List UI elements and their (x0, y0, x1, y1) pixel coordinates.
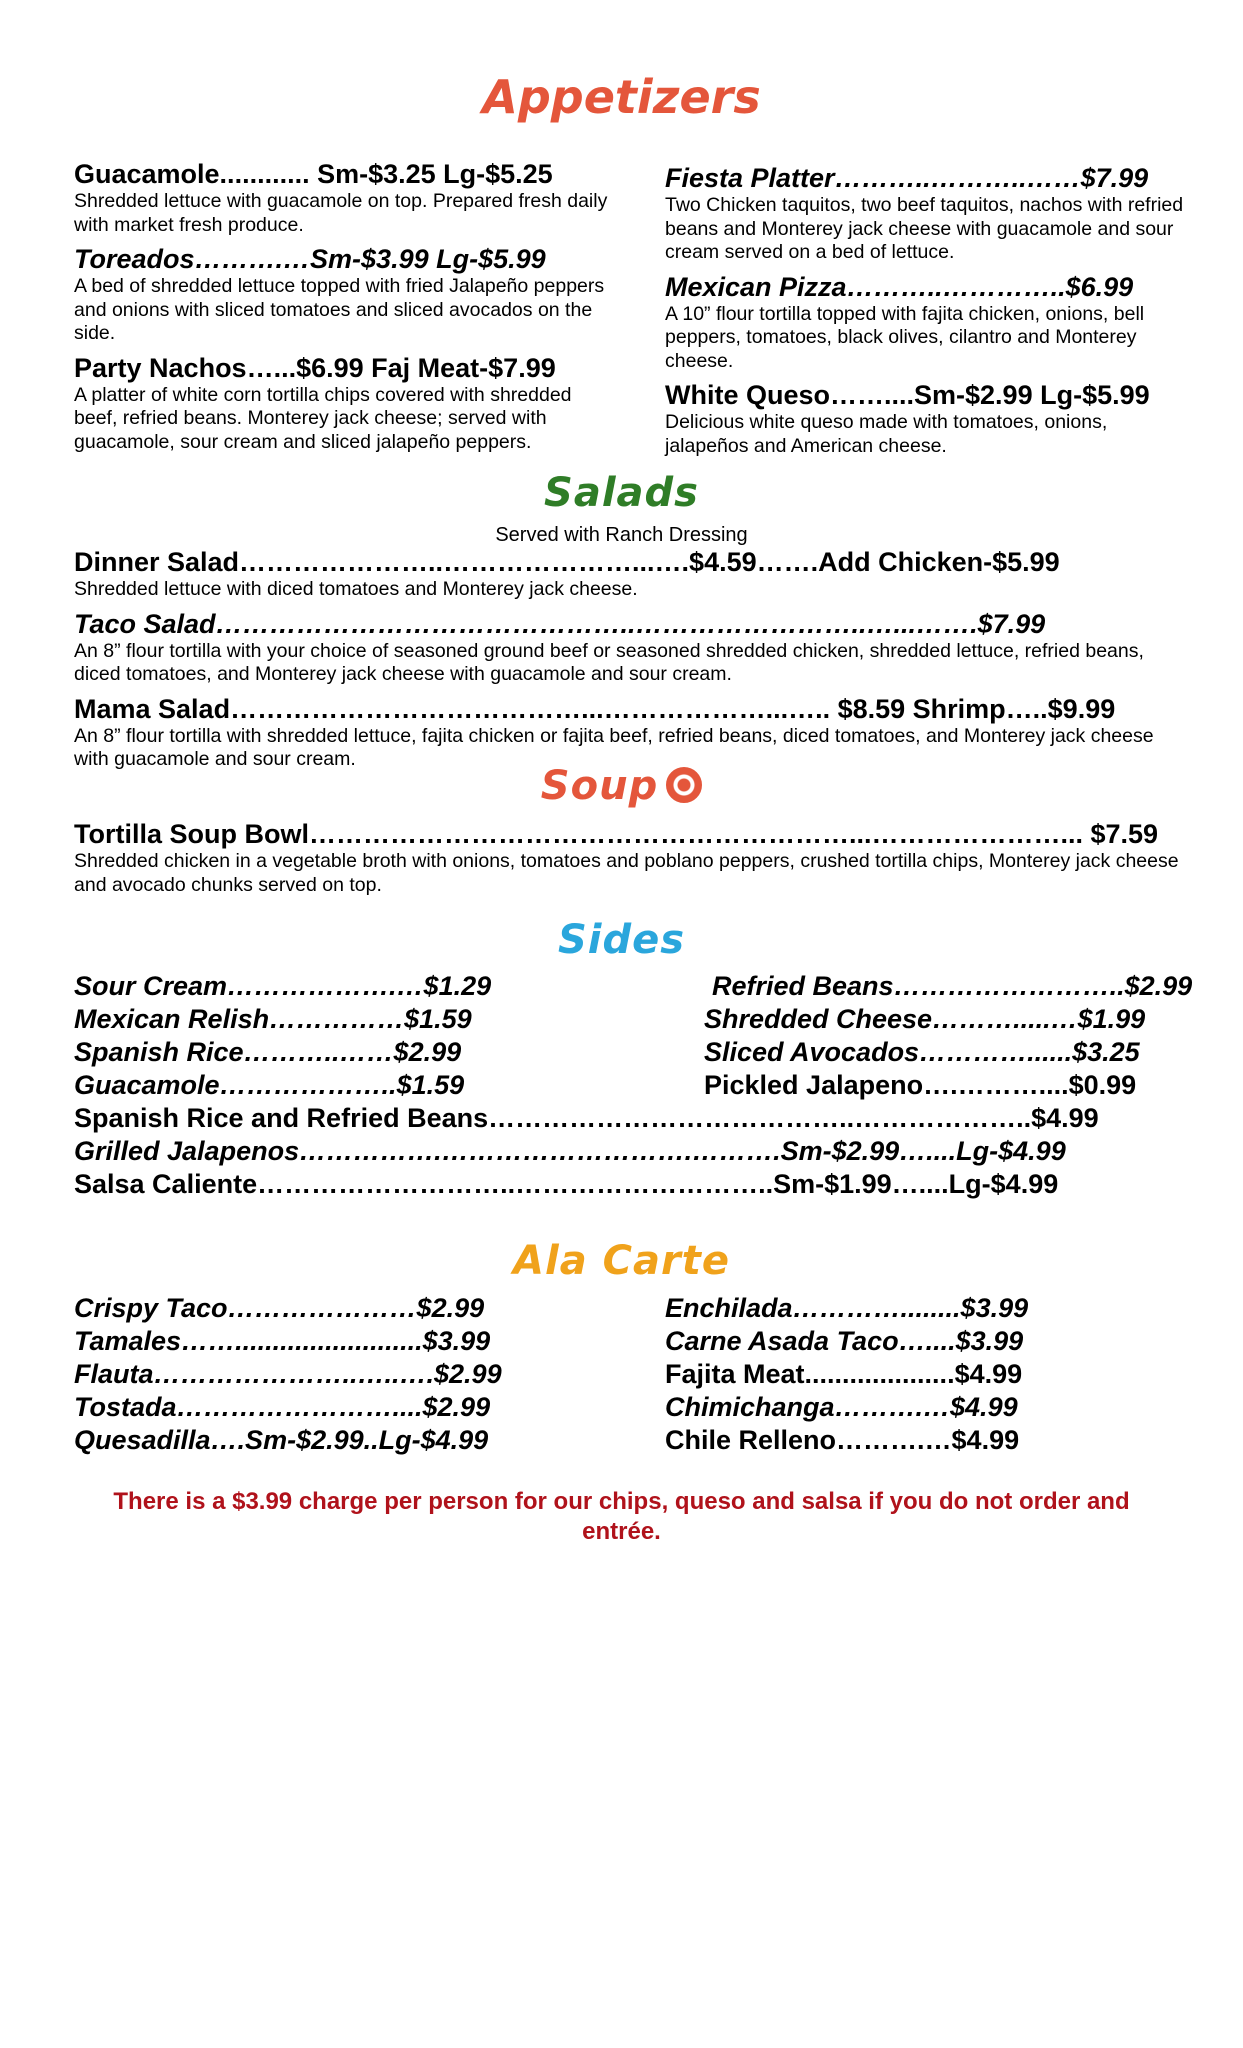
item-name: Dinner Salad…………………..…………………...….$4.59…….Add Chicken-$5.99 (74, 547, 1060, 577)
item-name: Taco Salad………………………………………..……………………..…...…….$7.99 (74, 608, 1046, 639)
item-description: An 8” flour tortilla with your choice of seasoned ground beef or seasoned shredded chicken, shredded lettuce, refried beans, diced tomatoes, and Monterey jack cheese with guacamole and sour cream. (74, 639, 1144, 685)
item-description: An 8” flour tortilla with shredded lettuce, fajita chicken or fajita beef, refried beans, diced tomatoes, and Monterey jack cheese with guacamole and sour cream. (74, 724, 1154, 770)
side-item: Guacamole………………..$1.59 (74, 1070, 465, 1100)
ala-carte-item: Flauta…………………..…..….$2.99 (74, 1359, 502, 1389)
sides-heading: Sides (557, 917, 686, 963)
item-description: Shredded lettuce with guacamole on top. Prepared fresh daily with market fresh produce. (74, 190, 608, 236)
menu-item (665, 162, 1185, 265)
menu-item (74, 243, 614, 346)
chips-charge-notice: There is a $3.99 charge per person for our chips, queso and salsa if you do not order and entrée. (113, 1488, 1130, 1545)
side-item: Shredded Cheese……….....…$1.99 (704, 1004, 1146, 1034)
ala-carte-item: Tostada……………………....$2.99 (74, 1392, 491, 1422)
item-name: Toreados……….…Sm-$3.99 Lg-$5.99 (74, 244, 546, 274)
ala-carte-item: Tamales…….........................$3.99 (74, 1326, 491, 1356)
menu-item (665, 379, 1185, 458)
ala-carte-item: Crispy Taco…………………$2.99 (74, 1293, 485, 1323)
item-name: Mexican Pizza………..…………..$6.99 (665, 271, 1134, 302)
menu-item (74, 693, 1184, 772)
ala-carte-item: Fajita Meat....................$4.99 (665, 1359, 1023, 1389)
item-name: White Queso……....Sm-$2.99 Lg-$5.99 (665, 380, 1150, 410)
ala-carte-item: Chimichanga……….…$4.99 (665, 1392, 1018, 1422)
ala-carte-item: Carne Asada Taco…....$3.99 (665, 1326, 1024, 1356)
side-item: Grilled Jalapenos…………….……………………….……….Sm-$2.99…....Lg-$4.99 (74, 1136, 1066, 1166)
soup-heading (0, 763, 1243, 809)
side-item: Spanish Rice and Refried Beans…………………………………..………………..$4.99 (74, 1103, 1099, 1133)
ala-carte-heading: Ala Carte (513, 1238, 730, 1284)
soup-list (74, 818, 1184, 903)
side-item: Salsa Caliente………………………..………………………..Sm-$1.99…....Lg-$4.99 (74, 1169, 1059, 1199)
menu-item (74, 158, 614, 237)
side-item: Sour Cream……………….…$1.29 (74, 971, 492, 1001)
ala-carte-item: Quesadilla….Sm-$2.99..Lg-$4.99 (74, 1425, 489, 1455)
side-item: Refried Beans……………………..$2.99 (712, 971, 1193, 1001)
side-item: Sliced Avocados…………......$3.25 (704, 1037, 1140, 1067)
salads-list (74, 546, 1184, 778)
soup-heading-text: Soup (540, 763, 659, 809)
side-item: Mexican Relish……………$1.59 (74, 1004, 472, 1034)
item-name: Mama Salad…………………………………...………………...….. $8.59 Shrimp…..$9.99 (74, 693, 1116, 724)
menu-item (74, 608, 1184, 687)
item-description: Delicious white queso made with tomatoes, onions, jalapeños and American cheese. (665, 411, 1108, 457)
menu-item (74, 546, 1184, 602)
item-description: A 10” flour tortilla topped with fajita chicken, onions, bell peppers, tomatoes, black olives, cilantro and Monterey cheese. (665, 302, 1145, 372)
side-item: Pickled Jalapeno….………....$0.99 (704, 1070, 1137, 1100)
ala-carte-item: Enchilada…………........$3.99 (665, 1293, 1029, 1323)
item-description: Shredded lettuce with diced tomatoes and Monterey jack cheese. (74, 578, 638, 600)
appetizers-right-column (665, 162, 1185, 464)
item-description: Two Chicken taquitos, two beef taquitos, nachos with refried beans and Monterey jack cheese with guacamole and sour cream served on a bed of lettuce. (665, 194, 1184, 263)
item-description: Shredded chicken in a vegetable broth with onions, tomatoes and poblano peppers, crushed tortilla chips, Monterey jack cheese and avocado chunks served on top. (74, 850, 1179, 896)
item-name: Party Nachos…...$6.99 Faj Meat-$7.99 (74, 352, 556, 383)
sun-icon (666, 767, 702, 803)
menu-item (74, 352, 614, 455)
item-name: Fiesta Platter………..………..……$7.99 (665, 163, 1149, 193)
salads-note: Served with Ranch Dressing (495, 524, 748, 546)
side-item: Spanish Rice………..……$2.99 (74, 1037, 462, 1067)
menu-item (74, 818, 1184, 897)
ala-carte-item: Chile Relleno……….…$4.99 (665, 1425, 1020, 1455)
appetizers-heading: Appetizers (482, 70, 761, 124)
item-name: Guacamole............ Sm-$3.25 Lg-$5.25 (74, 159, 553, 189)
item-description: A bed of shredded lettuce topped with fried Jalapeño peppers and onions with sliced tomatoes and sliced avocados on the side. (74, 275, 605, 344)
appetizers-left-column (74, 158, 614, 460)
item-name: Tortilla Soup Bowl……………………………………………………...…………………... $7.59 (74, 819, 1159, 849)
menu-item (665, 271, 1185, 374)
salads-heading: Salads (544, 470, 699, 516)
item-description: A platter of white corn tortilla chips covered with shredded beef, refried beans. Monterey jack cheese; served with guacamole, sour cream and sliced jalapeño peppers. (74, 383, 572, 453)
